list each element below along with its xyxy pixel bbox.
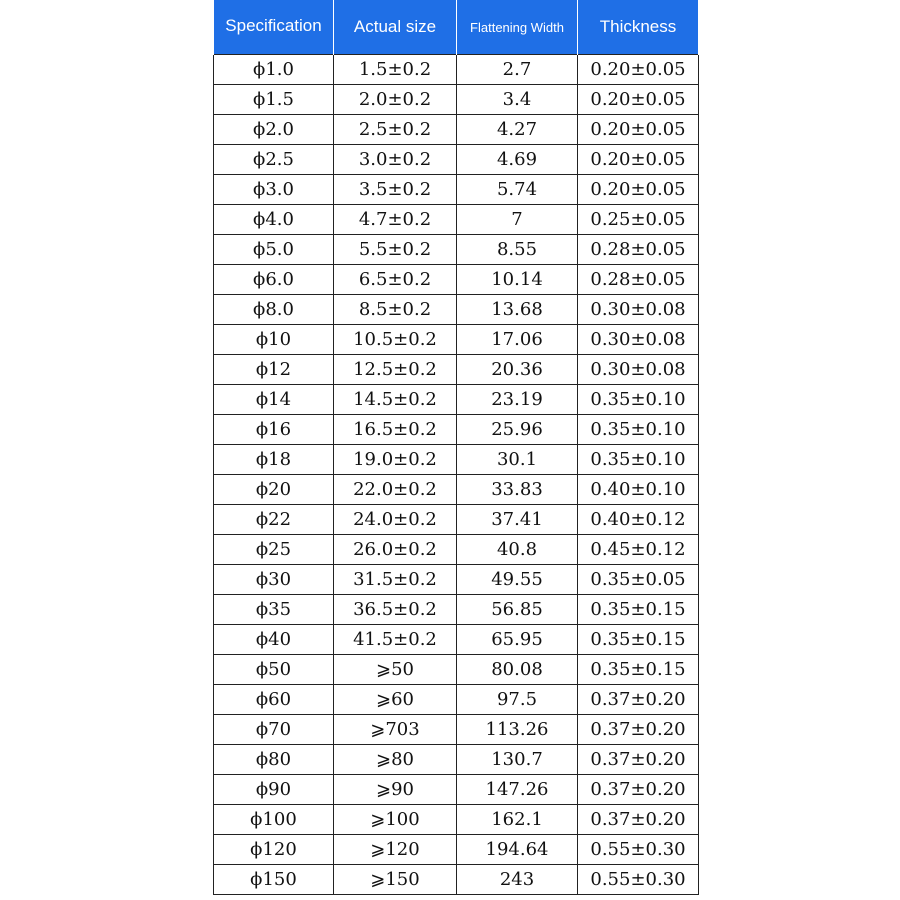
table-row bbox=[214, 55, 699, 85]
cell-thickness: 0.40±0.12 bbox=[578, 505, 699, 535]
header-thickness: Thickness bbox=[578, 0, 699, 55]
table-row bbox=[214, 655, 699, 685]
cell-specification: ϕ22 bbox=[214, 505, 334, 535]
cell-actual-size: 8.5±0.2 bbox=[334, 295, 457, 325]
cell-actual-size: 19.0±0.2 bbox=[334, 445, 457, 475]
header-row bbox=[214, 0, 699, 55]
cell-flattening-width: 194.64 bbox=[457, 835, 578, 865]
cell-thickness: 0.55±0.30 bbox=[578, 865, 699, 895]
cell-actual-size: 10.5±0.2 bbox=[334, 325, 457, 355]
cell-actual-size: 2.0±0.2 bbox=[334, 85, 457, 115]
cell-flattening-width: 13.68 bbox=[457, 295, 578, 325]
cell-thickness: 0.37±0.20 bbox=[578, 805, 699, 835]
table-row bbox=[214, 805, 699, 835]
cell-flattening-width: 20.36 bbox=[457, 355, 578, 385]
cell-specification: ϕ18 bbox=[214, 445, 334, 475]
table-row bbox=[214, 115, 699, 145]
cell-flattening-width: 97.5 bbox=[457, 685, 578, 715]
table-row bbox=[214, 235, 699, 265]
cell-actual-size: 14.5±0.2 bbox=[334, 385, 457, 415]
table-row bbox=[214, 415, 699, 445]
cell-thickness: 0.28±0.05 bbox=[578, 235, 699, 265]
table-row bbox=[214, 385, 699, 415]
cell-flattening-width: 65.95 bbox=[457, 625, 578, 655]
cell-thickness: 0.35±0.10 bbox=[578, 445, 699, 475]
cell-specification: ϕ1.0 bbox=[214, 55, 334, 85]
cell-specification: ϕ35 bbox=[214, 595, 334, 625]
cell-thickness: 0.55±0.30 bbox=[578, 835, 699, 865]
table-row bbox=[214, 505, 699, 535]
cell-thickness: 0.28±0.05 bbox=[578, 265, 699, 295]
table-row bbox=[214, 865, 699, 895]
table-row bbox=[214, 325, 699, 355]
cell-actual-size: ⩾120 bbox=[334, 835, 457, 865]
cell-thickness: 0.35±0.15 bbox=[578, 595, 699, 625]
cell-actual-size: 41.5±0.2 bbox=[334, 625, 457, 655]
cell-thickness: 0.35±0.10 bbox=[578, 415, 699, 445]
cell-specification: ϕ90 bbox=[214, 775, 334, 805]
table-row bbox=[214, 355, 699, 385]
cell-specification: ϕ14 bbox=[214, 385, 334, 415]
cell-specification: ϕ25 bbox=[214, 535, 334, 565]
cell-flattening-width: 243 bbox=[457, 865, 578, 895]
table-row bbox=[214, 565, 699, 595]
cell-thickness: 0.25±0.05 bbox=[578, 205, 699, 235]
cell-actual-size: 12.5±0.2 bbox=[334, 355, 457, 385]
cell-flattening-width: 30.1 bbox=[457, 445, 578, 475]
cell-flattening-width: 8.55 bbox=[457, 235, 578, 265]
table-row bbox=[214, 145, 699, 175]
cell-specification: ϕ120 bbox=[214, 835, 334, 865]
cell-specification: ϕ70 bbox=[214, 715, 334, 745]
cell-flattening-width: 17.06 bbox=[457, 325, 578, 355]
table-row bbox=[214, 745, 699, 775]
header-actual-size: Actual size bbox=[334, 0, 457, 55]
cell-specification: ϕ2.0 bbox=[214, 115, 334, 145]
cell-specification: ϕ100 bbox=[214, 805, 334, 835]
cell-actual-size: ⩾100 bbox=[334, 805, 457, 835]
cell-flattening-width: 80.08 bbox=[457, 655, 578, 685]
cell-flattening-width: 113.26 bbox=[457, 715, 578, 745]
cell-flattening-width: 162.1 bbox=[457, 805, 578, 835]
cell-thickness: 0.30±0.08 bbox=[578, 295, 699, 325]
table-row bbox=[214, 595, 699, 625]
table-row bbox=[214, 295, 699, 325]
cell-thickness: 0.20±0.05 bbox=[578, 175, 699, 205]
cell-actual-size: 3.0±0.2 bbox=[334, 145, 457, 175]
cell-flattening-width: 10.14 bbox=[457, 265, 578, 295]
cell-flattening-width: 40.8 bbox=[457, 535, 578, 565]
cell-thickness: 0.35±0.15 bbox=[578, 655, 699, 685]
cell-actual-size: 26.0±0.2 bbox=[334, 535, 457, 565]
cell-thickness: 0.20±0.05 bbox=[578, 145, 699, 175]
cell-specification: ϕ60 bbox=[214, 685, 334, 715]
cell-actual-size: 4.7±0.2 bbox=[334, 205, 457, 235]
cell-flattening-width: 23.19 bbox=[457, 385, 578, 415]
cell-thickness: 0.37±0.20 bbox=[578, 715, 699, 745]
cell-flattening-width: 49.55 bbox=[457, 565, 578, 595]
table-row bbox=[214, 445, 699, 475]
cell-actual-size: ⩾80 bbox=[334, 745, 457, 775]
cell-specification: ϕ30 bbox=[214, 565, 334, 595]
cell-flattening-width: 56.85 bbox=[457, 595, 578, 625]
cell-flattening-width: 4.69 bbox=[457, 145, 578, 175]
cell-actual-size: 22.0±0.2 bbox=[334, 475, 457, 505]
table-body bbox=[214, 55, 699, 895]
cell-thickness: 0.37±0.20 bbox=[578, 775, 699, 805]
cell-flattening-width: 147.26 bbox=[457, 775, 578, 805]
cell-actual-size: 3.5±0.2 bbox=[334, 175, 457, 205]
cell-specification: ϕ2.5 bbox=[214, 145, 334, 175]
cell-specification: ϕ6.0 bbox=[214, 265, 334, 295]
cell-actual-size: 2.5±0.2 bbox=[334, 115, 457, 145]
cell-thickness: 0.30±0.08 bbox=[578, 355, 699, 385]
cell-actual-size: ⩾90 bbox=[334, 775, 457, 805]
table-row bbox=[214, 685, 699, 715]
table-row bbox=[214, 175, 699, 205]
cell-thickness: 0.35±0.15 bbox=[578, 625, 699, 655]
table-row bbox=[214, 775, 699, 805]
table-row bbox=[214, 205, 699, 235]
cell-specification: ϕ20 bbox=[214, 475, 334, 505]
cell-specification: ϕ16 bbox=[214, 415, 334, 445]
cell-thickness: 0.45±0.12 bbox=[578, 535, 699, 565]
cell-specification: ϕ3.0 bbox=[214, 175, 334, 205]
table-header bbox=[214, 0, 699, 55]
cell-actual-size: ⩾703 bbox=[334, 715, 457, 745]
cell-thickness: 0.40±0.10 bbox=[578, 475, 699, 505]
cell-thickness: 0.20±0.05 bbox=[578, 55, 699, 85]
cell-actual-size: ⩾150 bbox=[334, 865, 457, 895]
cell-thickness: 0.37±0.20 bbox=[578, 685, 699, 715]
cell-specification: ϕ8.0 bbox=[214, 295, 334, 325]
table-row bbox=[214, 85, 699, 115]
cell-flattening-width: 3.4 bbox=[457, 85, 578, 115]
cell-specification: ϕ1.5 bbox=[214, 85, 334, 115]
cell-specification: ϕ12 bbox=[214, 355, 334, 385]
cell-flattening-width: 2.7 bbox=[457, 55, 578, 85]
table-row bbox=[214, 475, 699, 505]
header-specification: Specification bbox=[214, 0, 334, 55]
cell-flattening-width: 7 bbox=[457, 205, 578, 235]
cell-actual-size: 6.5±0.2 bbox=[334, 265, 457, 295]
cell-thickness: 0.35±0.10 bbox=[578, 385, 699, 415]
cell-actual-size: ⩾60 bbox=[334, 685, 457, 715]
cell-flattening-width: 25.96 bbox=[457, 415, 578, 445]
specification-table bbox=[213, 0, 699, 895]
cell-flattening-width: 130.7 bbox=[457, 745, 578, 775]
cell-specification: ϕ50 bbox=[214, 655, 334, 685]
cell-specification: ϕ40 bbox=[214, 625, 334, 655]
cell-thickness: 0.37±0.20 bbox=[578, 745, 699, 775]
cell-actual-size: 5.5±0.2 bbox=[334, 235, 457, 265]
cell-actual-size: 24.0±0.2 bbox=[334, 505, 457, 535]
table-row bbox=[214, 835, 699, 865]
cell-actual-size: ⩾50 bbox=[334, 655, 457, 685]
cell-specification: ϕ5.0 bbox=[214, 235, 334, 265]
cell-thickness: 0.20±0.05 bbox=[578, 85, 699, 115]
cell-thickness: 0.20±0.05 bbox=[578, 115, 699, 145]
cell-actual-size: 36.5±0.2 bbox=[334, 595, 457, 625]
cell-actual-size: 1.5±0.2 bbox=[334, 55, 457, 85]
cell-flattening-width: 33.83 bbox=[457, 475, 578, 505]
cell-flattening-width: 37.41 bbox=[457, 505, 578, 535]
table-row bbox=[214, 535, 699, 565]
cell-specification: ϕ4.0 bbox=[214, 205, 334, 235]
table-row bbox=[214, 715, 699, 745]
table-row bbox=[214, 625, 699, 655]
cell-specification: ϕ10 bbox=[214, 325, 334, 355]
cell-actual-size: 31.5±0.2 bbox=[334, 565, 457, 595]
cell-actual-size: 16.5±0.2 bbox=[334, 415, 457, 445]
cell-flattening-width: 5.74 bbox=[457, 175, 578, 205]
table-row bbox=[214, 265, 699, 295]
cell-specification: ϕ150 bbox=[214, 865, 334, 895]
cell-thickness: 0.30±0.08 bbox=[578, 325, 699, 355]
cell-specification: ϕ80 bbox=[214, 745, 334, 775]
cell-flattening-width: 4.27 bbox=[457, 115, 578, 145]
cell-thickness: 0.35±0.05 bbox=[578, 565, 699, 595]
header-flattening-width: Flattening Width bbox=[457, 0, 578, 55]
